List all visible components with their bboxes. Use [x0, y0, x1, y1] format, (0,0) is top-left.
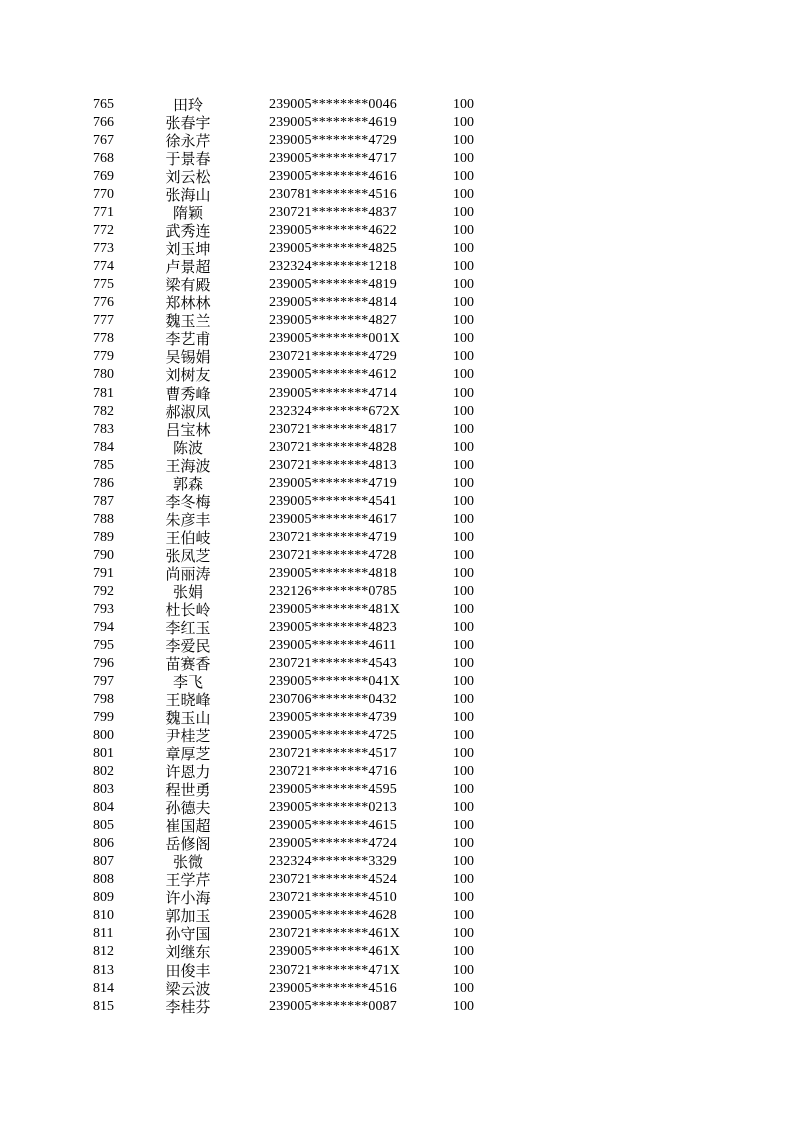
- row-number: 766: [93, 115, 114, 131]
- row-number: 778: [93, 331, 114, 347]
- id-number: 239005********4714: [269, 385, 397, 401]
- table-row: [0, 312, 793, 330]
- amount: 100: [453, 818, 474, 834]
- records-table-body: [0, 96, 793, 1016]
- amount: 100: [453, 385, 474, 401]
- table-row: [0, 817, 793, 835]
- person-name: 李桂芬: [165, 997, 211, 1016]
- table-row: [0, 276, 793, 294]
- row-number: 796: [93, 655, 114, 671]
- id-number: 239005********4619: [269, 115, 397, 131]
- person-name: 刘继东: [165, 943, 211, 962]
- row-number: 810: [93, 908, 114, 924]
- row-number: 804: [93, 800, 114, 816]
- row-number: 793: [93, 601, 114, 617]
- id-number: 239005********4725: [269, 728, 397, 744]
- id-number: 230721********4837: [269, 205, 397, 221]
- id-number: 230706********0432: [269, 692, 397, 708]
- person-name: 陈波: [172, 438, 203, 457]
- table-row: [0, 186, 793, 204]
- id-number: 230721********471X: [269, 962, 400, 978]
- id-number: 230721********4543: [269, 655, 397, 671]
- amount: 100: [453, 457, 474, 473]
- person-name: 孙守国: [165, 925, 211, 944]
- table-row: [0, 132, 793, 150]
- amount: 100: [453, 637, 474, 653]
- person-name: 李飞: [172, 673, 203, 691]
- row-number: 773: [93, 241, 114, 257]
- person-name: 章厚芝: [165, 745, 211, 764]
- row-number: 765: [93, 97, 114, 112]
- id-number: 239005********4516: [269, 980, 397, 996]
- row-number: 777: [93, 313, 114, 329]
- person-name: 程世勇: [165, 781, 211, 800]
- id-number: 239005********4729: [269, 133, 397, 149]
- amount: 100: [453, 926, 474, 942]
- table-row: [0, 601, 793, 619]
- person-name: 吴锡娟: [165, 348, 211, 367]
- table-row: [0, 998, 793, 1016]
- row-number: 776: [93, 295, 114, 311]
- table-row: [0, 348, 793, 366]
- person-name: 王学芹: [165, 871, 211, 890]
- id-number: 230721********4828: [269, 439, 397, 455]
- id-number: 230721********4813: [269, 457, 397, 473]
- table-row: [0, 457, 793, 475]
- table-row: [0, 619, 793, 637]
- id-number: 239005********4611: [269, 637, 397, 653]
- table-row: [0, 511, 793, 529]
- table-row: [0, 871, 793, 889]
- person-name: 吕宝林: [165, 420, 211, 439]
- amount: 100: [453, 890, 474, 906]
- person-name: 隋颖: [172, 204, 203, 223]
- id-number: 230781********4516: [269, 187, 397, 203]
- records-table: [0, 96, 793, 1016]
- row-number: 815: [93, 998, 114, 1014]
- row-number: 784: [93, 439, 114, 455]
- person-name: 许小海: [165, 889, 211, 908]
- amount: 100: [453, 223, 474, 239]
- amount: 100: [453, 349, 474, 365]
- id-number: 232324********1218: [269, 259, 397, 275]
- id-number: 239005********4622: [269, 223, 397, 239]
- person-name: 孙德夫: [165, 799, 211, 818]
- amount: 100: [453, 836, 474, 852]
- row-number: 771: [93, 205, 114, 221]
- amount: 100: [453, 277, 474, 293]
- amount: 100: [453, 782, 474, 798]
- id-number: 230721********4719: [269, 529, 397, 545]
- amount: 100: [453, 241, 474, 257]
- id-number: 230721********4716: [269, 764, 397, 780]
- amount: 100: [453, 511, 474, 527]
- amount: 100: [453, 728, 474, 744]
- person-name: 刘树友: [165, 366, 211, 385]
- row-number: 800: [93, 728, 114, 744]
- id-number: 239005********0046: [269, 97, 397, 112]
- table-row: [0, 258, 793, 276]
- person-name: 郭森: [172, 474, 203, 493]
- id-number: 239005********4615: [269, 818, 397, 834]
- table-row: [0, 240, 793, 258]
- person-name: 尹桂芝: [165, 727, 211, 746]
- amount: 100: [453, 439, 474, 455]
- id-number: 239005********4827: [269, 313, 397, 329]
- table-row: [0, 366, 793, 384]
- person-name: 张海山: [165, 186, 211, 205]
- id-number: 230721********4817: [269, 421, 397, 437]
- id-number: 239005********4717: [269, 151, 397, 167]
- id-number: 239005********0213: [269, 800, 397, 816]
- row-number: 791: [93, 565, 114, 581]
- amount: 100: [453, 205, 474, 221]
- table-row: [0, 980, 793, 998]
- id-number: 239005********4612: [269, 367, 397, 383]
- person-name: 李爱民: [165, 636, 211, 655]
- person-name: 张微: [172, 853, 203, 872]
- table-row: [0, 222, 793, 240]
- person-name: 郑林林: [165, 294, 211, 313]
- table-row: [0, 403, 793, 421]
- amount: 100: [453, 151, 474, 167]
- id-number: 239005********4541: [269, 493, 397, 509]
- person-name: 李冬梅: [165, 492, 211, 511]
- amount: 100: [453, 475, 474, 491]
- person-name: 张春宇: [165, 114, 211, 133]
- id-number: 239005********4616: [269, 169, 397, 185]
- row-number: 789: [93, 529, 114, 545]
- table-row: [0, 529, 793, 547]
- amount: 100: [453, 619, 474, 635]
- row-number: 802: [93, 764, 114, 780]
- table-row: [0, 96, 793, 114]
- amount: 100: [453, 259, 474, 275]
- row-number: 809: [93, 890, 114, 906]
- amount: 100: [453, 187, 474, 203]
- person-name: 崔国超: [165, 817, 211, 836]
- person-name: 曹秀峰: [165, 384, 211, 403]
- amount: 100: [453, 674, 474, 689]
- id-number: 230721********4510: [269, 890, 397, 906]
- row-number: 808: [93, 872, 114, 888]
- person-name: 李艺甫: [165, 330, 211, 349]
- id-number: 239005********4819: [269, 277, 397, 293]
- row-number: 787: [93, 493, 114, 509]
- person-name: 刘云松: [165, 168, 211, 187]
- row-number: 805: [93, 818, 114, 834]
- id-number: 239005********4739: [269, 710, 397, 726]
- table-row: [0, 204, 793, 222]
- row-number: 811: [93, 926, 114, 942]
- id-number: 239005********4595: [269, 782, 397, 798]
- amount: 100: [453, 746, 474, 762]
- table-row: [0, 962, 793, 980]
- id-number: 232126********0785: [269, 583, 397, 599]
- table-row: [0, 330, 793, 348]
- id-number: 230721********4728: [269, 547, 397, 563]
- row-number: 813: [93, 962, 114, 978]
- id-number: 239005********4719: [269, 475, 397, 491]
- amount: 100: [453, 313, 474, 329]
- amount: 100: [453, 692, 474, 708]
- amount: 100: [453, 115, 474, 131]
- table-row: [0, 691, 793, 709]
- row-number: 781: [93, 385, 114, 401]
- amount: 100: [453, 493, 474, 509]
- id-number: 239005********4823: [269, 619, 397, 635]
- row-number: 786: [93, 475, 114, 491]
- amount: 100: [453, 133, 474, 149]
- table-row: [0, 583, 793, 601]
- table-row: [0, 943, 793, 961]
- id-number: 239005********461X: [269, 944, 400, 960]
- amount: 100: [453, 601, 474, 617]
- row-number: 812: [93, 944, 114, 960]
- amount: 100: [453, 331, 474, 347]
- row-number: 795: [93, 637, 114, 653]
- table-row: [0, 439, 793, 457]
- person-name: 田俊丰: [165, 961, 211, 980]
- amount: 100: [453, 655, 474, 671]
- amount: 100: [453, 295, 474, 311]
- row-number: 792: [93, 583, 114, 599]
- id-number: 230721********4729: [269, 349, 397, 365]
- table-row: [0, 385, 793, 403]
- person-name: 张娟: [172, 582, 203, 601]
- person-name: 杜长岭: [165, 600, 211, 619]
- person-name: 徐永芹: [165, 132, 211, 151]
- table-row: [0, 727, 793, 745]
- amount: 100: [453, 944, 474, 960]
- person-name: 朱彦丰: [165, 510, 211, 529]
- table-row: [0, 493, 793, 511]
- id-number: 239005********481X: [269, 601, 400, 617]
- person-name: 于景春: [165, 150, 211, 169]
- id-number: 230721********4524: [269, 872, 397, 888]
- row-number: 779: [93, 349, 114, 365]
- person-name: 郝淑凤: [165, 402, 211, 421]
- amount: 100: [453, 800, 474, 816]
- amount: 100: [453, 367, 474, 383]
- id-number: 239005********041X: [269, 674, 400, 689]
- row-number: 799: [93, 710, 114, 726]
- amount: 100: [453, 962, 474, 978]
- amount: 100: [453, 908, 474, 924]
- row-number: 807: [93, 854, 114, 870]
- id-number: 230721********4517: [269, 746, 397, 762]
- id-number: 232324********672X: [269, 403, 400, 419]
- row-number: 775: [93, 277, 114, 293]
- amount: 100: [453, 169, 474, 185]
- person-name: 刘玉坤: [165, 240, 211, 259]
- table-row: [0, 637, 793, 655]
- row-number: 768: [93, 151, 114, 167]
- amount: 100: [453, 980, 474, 996]
- person-name: 魏玉兰: [165, 312, 211, 331]
- person-name: 王海波: [165, 456, 211, 475]
- table-row: [0, 547, 793, 565]
- table-row: [0, 781, 793, 799]
- row-number: 782: [93, 403, 114, 419]
- row-number: 806: [93, 836, 114, 852]
- person-name: 王伯岐: [165, 528, 211, 547]
- row-number: 797: [93, 674, 114, 689]
- table-row: [0, 168, 793, 186]
- amount: 100: [453, 565, 474, 581]
- id-number: 230721********461X: [269, 926, 400, 942]
- id-number: 239005********001X: [269, 331, 400, 347]
- table-row: [0, 853, 793, 871]
- person-name: 卢景超: [165, 258, 211, 277]
- row-number: 767: [93, 133, 114, 149]
- person-name: 岳修阁: [165, 835, 211, 854]
- person-name: 李红玉: [165, 618, 211, 637]
- amount: 100: [453, 547, 474, 563]
- table-row: [0, 907, 793, 925]
- row-number: 801: [93, 746, 114, 762]
- id-number: 239005********4825: [269, 241, 397, 257]
- person-name: 武秀连: [165, 222, 211, 241]
- amount: 100: [453, 872, 474, 888]
- row-number: 790: [93, 547, 114, 563]
- id-number: 239005********0087: [269, 998, 397, 1014]
- id-number: 239005********4724: [269, 836, 397, 852]
- table-row: [0, 150, 793, 168]
- row-number: 798: [93, 692, 114, 708]
- row-number: 788: [93, 511, 114, 527]
- row-number: 783: [93, 421, 114, 437]
- table-row: [0, 655, 793, 673]
- table-row: [0, 673, 793, 691]
- amount: 100: [453, 998, 474, 1014]
- amount: 100: [453, 403, 474, 419]
- person-name: 田玲: [172, 96, 203, 114]
- table-row: [0, 745, 793, 763]
- table-row: [0, 114, 793, 132]
- row-number: 770: [93, 187, 114, 203]
- table-row: [0, 889, 793, 907]
- row-number: 772: [93, 223, 114, 239]
- table-row: [0, 565, 793, 583]
- amount: 100: [453, 710, 474, 726]
- amount: 100: [453, 529, 474, 545]
- table-row: [0, 835, 793, 853]
- person-name: 梁云波: [165, 979, 211, 998]
- row-number: 774: [93, 259, 114, 275]
- table-row: [0, 763, 793, 781]
- amount: 100: [453, 764, 474, 780]
- row-number: 803: [93, 782, 114, 798]
- amount: 100: [453, 854, 474, 870]
- id-number: 232324********3329: [269, 854, 397, 870]
- amount: 100: [453, 97, 474, 112]
- table-row: [0, 475, 793, 493]
- table-row: [0, 925, 793, 943]
- amount: 100: [453, 583, 474, 599]
- row-number: 780: [93, 367, 114, 383]
- person-name: 苗赛香: [165, 654, 211, 673]
- id-number: 239005********4818: [269, 565, 397, 581]
- person-name: 张凤芝: [165, 546, 211, 565]
- person-name: 梁有殿: [165, 276, 211, 295]
- table-row: [0, 421, 793, 439]
- id-number: 239005********4617: [269, 511, 397, 527]
- table-row: [0, 294, 793, 312]
- person-name: 郭加玉: [165, 907, 211, 926]
- id-number: 239005********4628: [269, 908, 397, 924]
- person-name: 尚丽涛: [165, 564, 211, 583]
- row-number: 814: [93, 980, 114, 996]
- row-number: 794: [93, 619, 114, 635]
- person-name: 许恩力: [165, 763, 211, 782]
- amount: 100: [453, 421, 474, 437]
- person-name: 魏玉山: [165, 709, 211, 728]
- row-number: 769: [93, 169, 114, 185]
- table-row: [0, 799, 793, 817]
- id-number: 239005********4814: [269, 295, 397, 311]
- row-number: 785: [93, 457, 114, 473]
- person-name: 王晓峰: [165, 691, 211, 710]
- table-row: [0, 709, 793, 727]
